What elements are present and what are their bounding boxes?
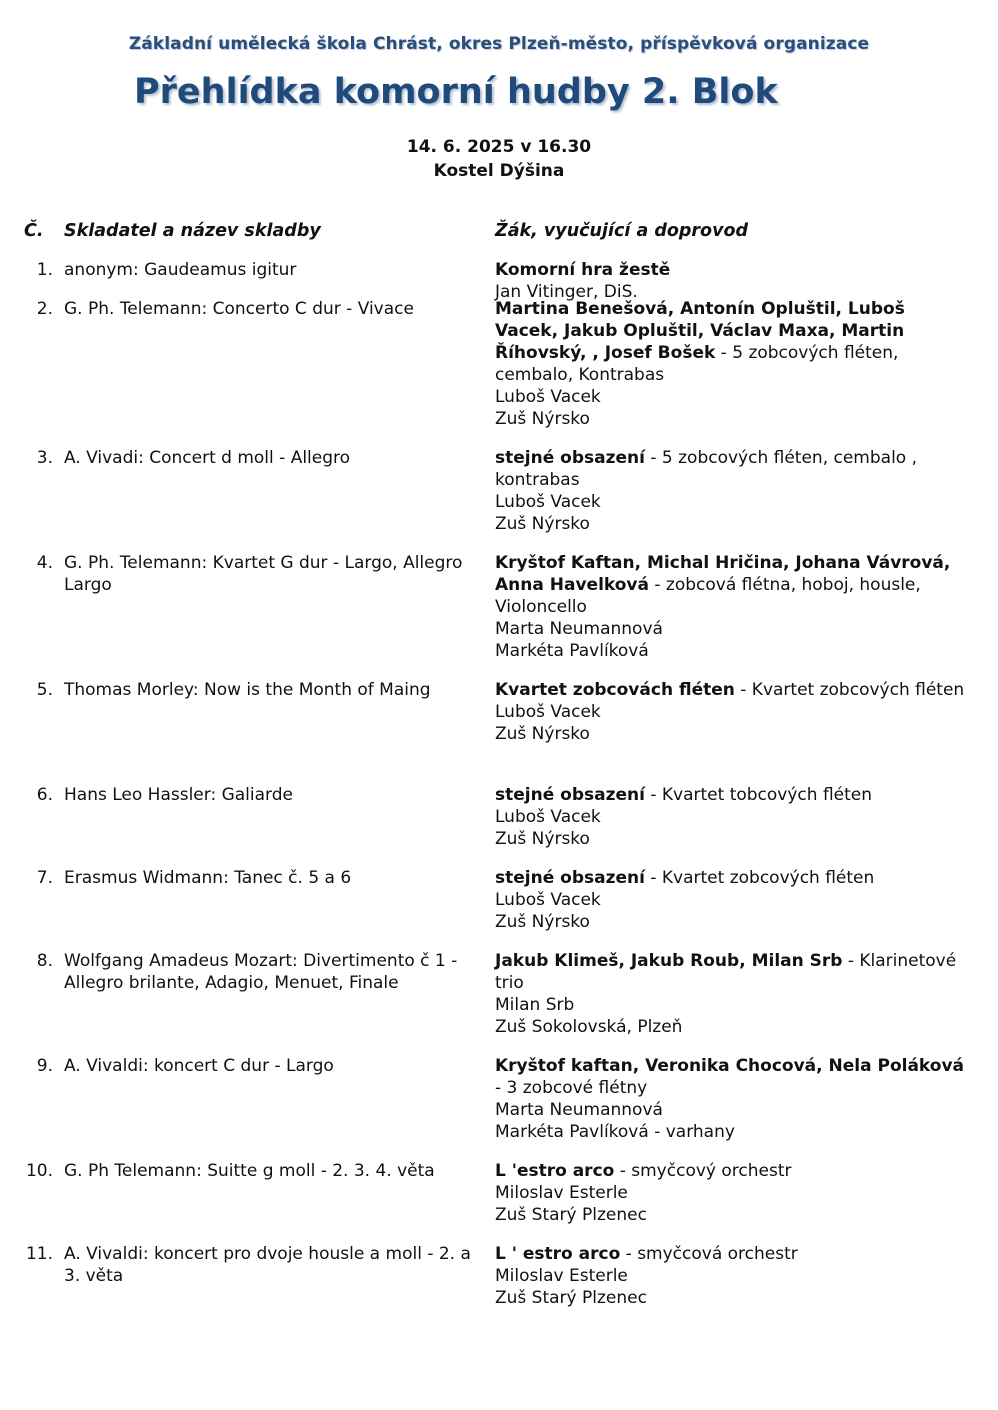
ensemble-name: stejné obsazení [495, 448, 645, 468]
ensemble-name: Komorní hra žestě [495, 260, 671, 280]
program-row-2 [0, 298, 998, 430]
performers [495, 1243, 970, 1309]
program-row-8 [0, 950, 998, 1038]
instrumentation: - Klarinetové trio [495, 951, 957, 993]
program-list [0, 259, 998, 1309]
ensemble-name: stejné obsazení [495, 785, 645, 805]
row-number: 10. [25, 1161, 53, 1181]
performers [495, 679, 970, 745]
composition: A. Vivaldi: koncert pro dvoje housle a moll - 2. a 3. věta [64, 1244, 471, 1286]
accompanist: Markéta Pavlíková - varhany [495, 1122, 735, 1142]
composition: A. Vivaldi: koncert C dur - Largo [64, 1056, 334, 1076]
teacher: Luboš Vacek [495, 890, 601, 910]
ensemble [495, 785, 872, 805]
ensemble [495, 553, 950, 617]
performers [495, 784, 970, 850]
instrumentation: - smyčcová orchestr [620, 1244, 798, 1264]
row-number: 9. [36, 1056, 53, 1076]
performers [495, 1055, 970, 1143]
school: Zuš Starý Plzenec [495, 1205, 647, 1225]
row-number: 7. [36, 868, 53, 888]
school: Zuš Starý Plzenec [495, 1288, 647, 1308]
ensemble [495, 448, 917, 490]
instrumentation: - 5 zobcových fléten, cembalo, Kontrabas [495, 343, 899, 385]
program-row-3 [0, 447, 998, 535]
ensemble-name: L 'estro arco [495, 1161, 615, 1181]
composition: A. Vivadi: Concert d moll - Allegro [64, 448, 351, 468]
row-number: 2. [36, 299, 53, 319]
ensemble [495, 1161, 791, 1181]
ensemble [495, 299, 905, 385]
performers [495, 298, 970, 430]
composition: Hans Leo Hassler: Galiarde [64, 785, 293, 805]
instrumentation: - 3 zobcové flétny [495, 1078, 648, 1098]
school: Zuš Nýrsko [495, 829, 590, 849]
ensemble-name: Jakub Klimeš, Jakub Roub, Milan Srb [495, 951, 843, 971]
instrumentation: - Kvartet zobcových fléten [644, 868, 875, 888]
program-row-11 [0, 1243, 998, 1309]
performers [495, 552, 970, 662]
school: Zuš Nýrsko [495, 409, 590, 429]
teacher: Miloslav Esterle [495, 1266, 628, 1286]
row-number: 6. [36, 785, 53, 805]
ensemble [495, 1244, 798, 1264]
school: Zuš Sokolovská, Plzeň [495, 1017, 683, 1037]
performers [495, 259, 970, 303]
row-number: 3. [36, 448, 53, 468]
school: Zuš Nýrsko [495, 912, 590, 932]
performers [495, 950, 970, 1038]
teacher: Luboš Vacek [495, 702, 601, 722]
ensemble [495, 951, 956, 993]
program-row-6 [0, 784, 998, 850]
instrumentation: - Kvartet tobcových fléten [644, 785, 873, 805]
instrumentation: - smyčcový orchestr [614, 1161, 792, 1181]
program-row-4 [0, 552, 998, 662]
ensemble-name: Kvartet zobcovách fléten [495, 680, 735, 700]
composition: Erasmus Widmann: Tanec č. 5 a 6 [64, 868, 352, 888]
composition: G. Ph. Telemann: Kvartet G dur - Largo, Allegro Largo [64, 553, 463, 595]
teacher: Miloslav Esterle [495, 1183, 628, 1203]
teacher: Milan Srb [495, 995, 575, 1015]
ensemble-name: Kryštof Kaftan, Michal Hričina, Johana Vávrová, Anna Havelková [495, 553, 951, 595]
school: Zuš Nýrsko [495, 514, 590, 534]
school: Zuš Nýrsko [495, 724, 590, 744]
row-number: 11. [25, 1244, 53, 1264]
composition: anonym: Gaudeamus igitur [64, 260, 297, 280]
teacher: Luboš Vacek [495, 807, 601, 827]
teacher: Luboš Vacek [495, 387, 601, 407]
program-row-10 [0, 1160, 998, 1226]
column-header-performers: Žák, vyučující a doprovod [495, 221, 749, 241]
program-row-9 [0, 1055, 998, 1143]
page-title: Přehlídka komorní hudby 2. Blok [134, 72, 778, 112]
composition: G. Ph. Telemann: Concerto C dur - Vivace [64, 299, 414, 319]
ensemble-name: Martina Benešová, Antonín Opluštil, Luboš Vacek, Jakub Opluštil, Václav Maxa, Martin Říhovský, , Josef Bošek [495, 299, 905, 363]
accompanist: Markéta Pavlíková [495, 641, 649, 661]
event-date: 14. 6. 2025 v 16.30 [406, 137, 592, 157]
ensemble [495, 680, 964, 700]
column-header-number: Č. [24, 221, 44, 241]
composition: Thomas Morley: Now is the Month of Maing [64, 680, 431, 700]
school-name: Základní umělecká škola Chrást, okres Plzeň-město, příspěvková organizace [128, 34, 870, 54]
performers [495, 447, 970, 535]
column-header-composition: Skladatel a název skladby [64, 221, 321, 241]
performers [495, 1160, 970, 1226]
performers [495, 867, 970, 933]
program-row-1 [0, 259, 998, 302]
composition: Wolfgang Amadeus Mozart: Divertimento č 1 - Allegro brilante, Adagio, Menuet, Finale [64, 951, 458, 993]
row-number: 8. [36, 951, 53, 971]
event-place: Kostel Dýšina [433, 161, 565, 181]
program-row-5 [0, 679, 998, 767]
row-number: 1. [36, 260, 53, 280]
ensemble-name: Kryštof kaftan, Veronika Chocová, Nela Poláková [495, 1056, 965, 1076]
instrumentation: - zobcová flétna, hoboj, housle, Violoncello [495, 575, 921, 617]
instrumentation: - 5 zobcových fléten, cembalo , kontrabas [495, 448, 918, 490]
ensemble [495, 1056, 964, 1098]
row-number: 5. [36, 680, 53, 700]
ensemble [495, 260, 670, 280]
teacher: Marta Neumannová [495, 619, 663, 639]
ensemble-name: L ' estro arco [495, 1244, 621, 1264]
teacher: Marta Neumannová [495, 1100, 663, 1120]
teacher: Jan Vitinger, DiS. [495, 282, 638, 302]
ensemble [495, 868, 874, 888]
row-number: 4. [36, 553, 53, 573]
program-row-7 [0, 867, 998, 933]
ensemble-name: stejné obsazení [495, 868, 645, 888]
instrumentation: - Kvartet zobcových fléten [734, 680, 965, 700]
composition: G. Ph Telemann: Suitte g moll - 2. 3. 4. věta [64, 1161, 435, 1181]
teacher: Luboš Vacek [495, 492, 601, 512]
